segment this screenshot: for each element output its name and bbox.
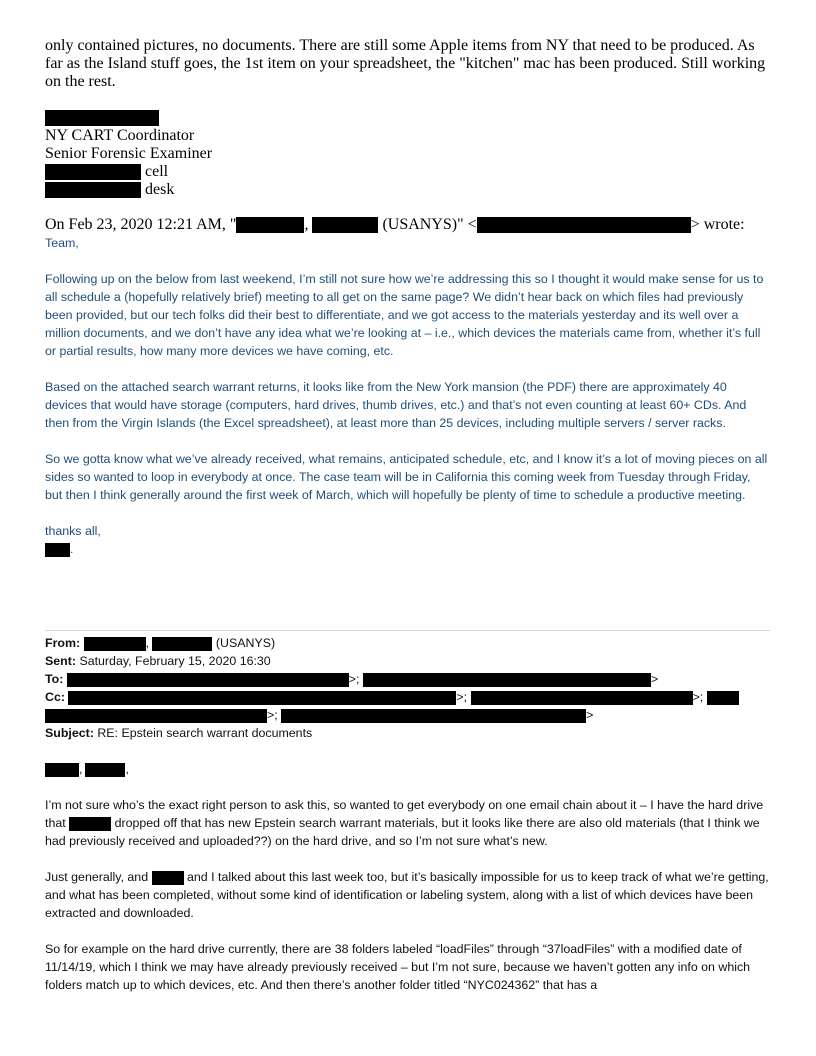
email1-paragraph-2: Based on the attached search warrant returns, it looks like from the New York mansion (the PDF) there are approximately 40 devices that would have storage (computers, hard drives, thumb drives, etc.) and that’s not even counting at least 60+ CDs. And then from the Virgin Islands (the Excel spreadsheet), at least more than 25 devices, including multiple servers / server racks. bbox=[45, 380, 747, 430]
quote-header bbox=[45, 216, 785, 234]
email2-paragraph-2-part-a: Just generally, and bbox=[45, 870, 149, 884]
desk-label: desk bbox=[145, 181, 175, 198]
email2-paragraph-1-part-b: dropped off that has new Epstein search warrant materials, but it looks like there are also old materials (that I think we had previously received and uploaded??) on the hard drive, and so I’m not sure what’s new. bbox=[45, 816, 760, 848]
signature-title-2: Senior Forensic Examiner bbox=[45, 145, 213, 162]
subject-label: Subject: bbox=[45, 726, 94, 740]
quote-header-prefix: On Feb 23, 2020 12:21 AM, " bbox=[45, 216, 237, 233]
cc-label: Cc: bbox=[45, 690, 65, 704]
top-paragraph-text: only contained pictures, no documents. There are still some Apple items from NY that need to be produced. As far as the Island stuff goes, the 1st item on your spreadsheet, the "kitchen" mac has been produced. Still working on the rest. bbox=[45, 37, 766, 90]
subject-value: RE: Epstein search warrant documents bbox=[97, 726, 313, 740]
greeting-comma: , bbox=[79, 762, 83, 776]
email1-signoff bbox=[45, 540, 771, 558]
quote-header-comma: , bbox=[304, 216, 309, 233]
email2-paragraph-3: So for example on the hard drive currently, there are 38 folders labeled “loadFiles” through “37loadFiles” with a modified date of 11/14/19, which I think we may have already previously received – but I’m not sure, because we haven’t gotten any info on which folders match up to which devices, etc. And then there’s another folder titled “NYC024362” that has a bbox=[45, 942, 751, 992]
redaction bbox=[281, 709, 586, 723]
sent-value: Saturday, February 15, 2020 16:30 bbox=[79, 654, 271, 668]
signature-block bbox=[45, 109, 445, 199]
signature-desk-line bbox=[45, 181, 445, 199]
from-org: (USANYS) bbox=[215, 636, 276, 650]
cc-line bbox=[45, 688, 775, 706]
email2-body bbox=[45, 760, 771, 994]
redaction bbox=[152, 637, 212, 651]
redaction bbox=[312, 217, 378, 233]
redaction bbox=[45, 763, 79, 777]
cc-line-2 bbox=[45, 706, 775, 724]
email1-period: . bbox=[70, 542, 74, 556]
email2-paragraph-2-part-b: and I talked about this last week too, but it’s basically impossible for us to keep track of what we’re getting, and what has been completed, without some kind of identification or labeling system, along with a list of which devices have been extracted and downloaded. bbox=[45, 870, 769, 920]
redaction bbox=[69, 817, 111, 831]
redaction bbox=[152, 871, 184, 885]
email1-closing: thanks all, bbox=[45, 524, 101, 538]
to-label: To: bbox=[45, 672, 64, 686]
redaction bbox=[45, 110, 159, 126]
redaction bbox=[471, 691, 693, 705]
redaction bbox=[45, 543, 70, 557]
greeting-comma: , bbox=[125, 762, 129, 776]
signature-cell-line bbox=[45, 163, 445, 181]
cc-separator: >; bbox=[267, 708, 278, 722]
redaction bbox=[236, 217, 304, 233]
to-end: > bbox=[650, 672, 659, 686]
redaction bbox=[45, 182, 141, 198]
email2-paragraph-2 bbox=[45, 868, 771, 922]
email2-greeting bbox=[45, 760, 771, 778]
from-line: From: , (USANYS) bbox=[45, 636, 276, 650]
email-divider bbox=[45, 630, 770, 631]
email2-paragraph-1 bbox=[45, 796, 771, 850]
redaction bbox=[363, 673, 651, 687]
email1-paragraph-3: So we gotta know what we’ve already received, what remains, anticipated schedule, etc, and I know it’s a lot of moving pieces on all sides so wanted to loop in everybody at once. The case team will be in California this coming week from Tuesday through Friday, but then I think generally around the first week of March, which will hopefully be plenty of time to schedule a productive meeting. bbox=[45, 452, 768, 502]
email2-paragraph-1-part-a: I’m not sure who’s the exact right person to ask this, so wanted to get everybody on one email chain about it – I have the hard drive that bbox=[45, 798, 764, 830]
email1-paragraph-1: Following up on the below from last weekend, I’m still not sure how we’re addressing this so I thought it would make sense for us to all schedule a (hopefully relatively brief) meeting to all get on the same page? We didn’t hear back on which files had previously been provided, but our tech folks did their best to differentiate, and we got access to the materials yesterday and its well over a million documents, and we don’t have any idea what we’re looking at – i.e., which devices the materials came from, whether it’s full or partial results, how many more devices we have coming, etc. bbox=[45, 272, 764, 358]
redaction bbox=[68, 691, 456, 705]
redaction bbox=[45, 164, 141, 180]
email1-body bbox=[45, 234, 771, 558]
redaction bbox=[707, 691, 739, 705]
signature-name-line bbox=[45, 109, 445, 127]
cc-separator: >; bbox=[692, 690, 704, 704]
from-label: From: bbox=[45, 636, 81, 650]
subject-line bbox=[45, 724, 775, 742]
email1-greeting: Team, bbox=[45, 236, 79, 250]
redaction bbox=[45, 709, 267, 723]
quote-header-suffix: > wrote: bbox=[690, 216, 745, 233]
to-separator: >; bbox=[348, 672, 360, 686]
cc-separator: >; bbox=[456, 690, 468, 704]
email2-header bbox=[45, 634, 775, 742]
redaction bbox=[67, 673, 349, 687]
redaction bbox=[84, 637, 146, 651]
sent-label: Sent: bbox=[45, 654, 76, 668]
cell-label: cell bbox=[145, 163, 169, 180]
quote-header-org: (USANYS)" < bbox=[382, 216, 477, 233]
redaction bbox=[477, 217, 691, 233]
signature-title-1: NY CART Coordinator bbox=[45, 127, 195, 144]
to-line bbox=[45, 670, 775, 688]
cc-end: > bbox=[586, 708, 594, 722]
sent-line bbox=[45, 652, 775, 670]
redaction bbox=[85, 763, 125, 777]
top-paragraph bbox=[45, 37, 771, 91]
